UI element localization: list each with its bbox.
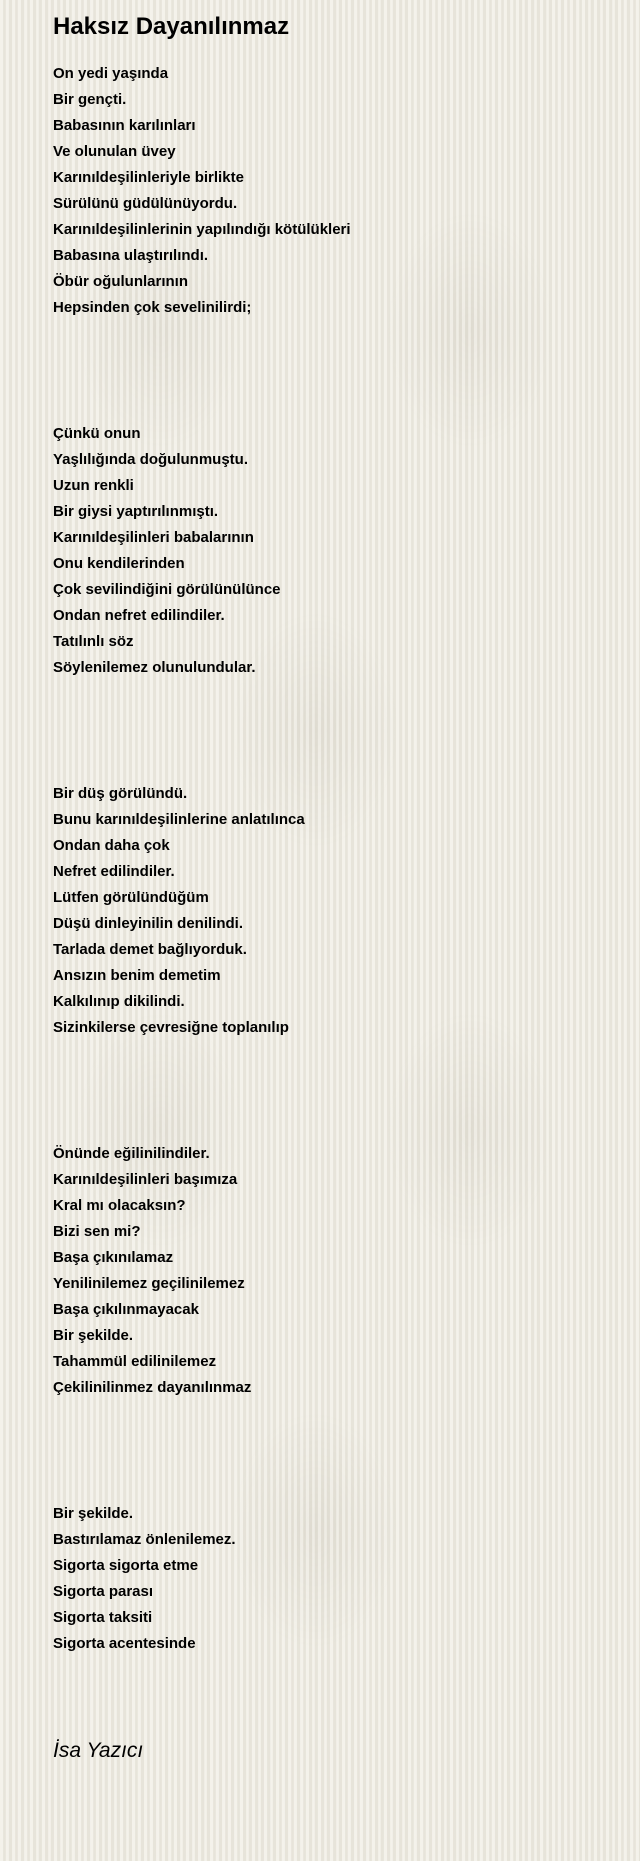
poem-line: Bir şekilde.	[53, 1327, 134, 1344]
poem-line: Karınıldeşilinleriyle birlikte	[53, 169, 244, 186]
poem-line: Önünde eğilinilindiler.	[53, 1145, 210, 1162]
poem-line: Söylenilemez olunulundular.	[53, 659, 256, 676]
poem-line: Bastırılamaz önlenilemez.	[53, 1531, 236, 1548]
poem-line: Başa çıkınılamaz	[53, 1249, 174, 1266]
poem-line: Öbür oğulunlarının	[53, 273, 188, 290]
poem-line: Sürülünü güdülünüyordu.	[53, 195, 238, 212]
poem-line: Çekilinilinmez dayanılınmaz	[53, 1379, 252, 1396]
stanza	[53, 1141, 613, 1501]
poem-line: Bir düş görülündü.	[53, 785, 188, 802]
poem-line: Bir giysi yaptırılınmıştı.	[53, 503, 219, 520]
poem-line: Tahammül edilinilemez	[53, 1353, 217, 1370]
stanza	[53, 1501, 613, 1861]
stanza	[53, 781, 613, 1141]
poem-line: Karınıldeşilinlerinin yapılındığı kötülükleri	[53, 221, 351, 238]
poem-line: Çok sevilindiğini görülünülünce	[53, 581, 281, 598]
poem-line: Bizi sen mi?	[53, 1223, 141, 1240]
poem-line: Babasının karılınları	[53, 117, 196, 134]
stanza	[53, 421, 613, 781]
poem-line: Yaşlılığında doğulunmuştu.	[53, 451, 249, 468]
poem-line: Çünkü onun	[53, 425, 141, 442]
poem-line: Onu kendilerinden	[53, 555, 185, 572]
poem-line: Düşü dinleyinilin denilindi.	[53, 915, 244, 932]
poem-line: Sigorta acentesinde	[53, 1635, 196, 1652]
poem-line: Bir gençti.	[53, 91, 127, 108]
poem-line: Bir şekilde.	[53, 1505, 134, 1522]
stanza	[53, 61, 613, 421]
poem-body	[53, 61, 613, 1861]
poem-author: İsa Yazıcı	[53, 1739, 144, 1762]
poem-line: Yenilinilemez geçilinilemez	[53, 1275, 245, 1292]
poem-line: Babasına ulaştırılındı.	[53, 247, 209, 264]
poem-line: Uzun renkli	[53, 477, 134, 494]
poem-line: Lütfen görülündüğüm	[53, 889, 209, 906]
poem-line: Sigorta sigorta etme	[53, 1557, 199, 1574]
poem-line: Sigorta parası	[53, 1583, 154, 1600]
poem-line: Bunu karınıldeşilinlerine anlatılınca	[53, 811, 305, 828]
poem-line: Sizinkilerse çevresiğne toplanılıp	[53, 1019, 289, 1036]
poem-line: Hepsinden çok sevelinilirdi;	[53, 299, 252, 316]
poem-line: Ondan nefret edilindiler.	[53, 607, 225, 624]
poem-line: Tatılınlı söz	[53, 633, 134, 650]
poem-title: Haksız Dayanılınmaz	[53, 13, 290, 40]
poem-line: Kalkılınıp dikilindi.	[53, 993, 185, 1010]
poem-line: Karınıldeşilinleri babalarının	[53, 529, 254, 546]
poem-line: Nefret edilindiler.	[53, 863, 175, 880]
poem-line: Kral mı olacaksın?	[53, 1197, 186, 1214]
poem-line: Ondan daha çok	[53, 837, 170, 854]
poem-line: Başa çıkılınmayacak	[53, 1301, 199, 1318]
poem	[53, 10, 613, 1861]
poem-line: Sigorta taksiti	[53, 1609, 153, 1626]
poem-line: Karınıldeşilinleri başımıza	[53, 1171, 238, 1188]
poem-line: Tarlada demet bağlıyorduk.	[53, 941, 247, 958]
poem-line: Ansızın benim demetim	[53, 967, 221, 984]
poem-line: Ve olunulan üvey	[53, 143, 176, 160]
poem-line: On yedi yaşında	[53, 65, 169, 82]
